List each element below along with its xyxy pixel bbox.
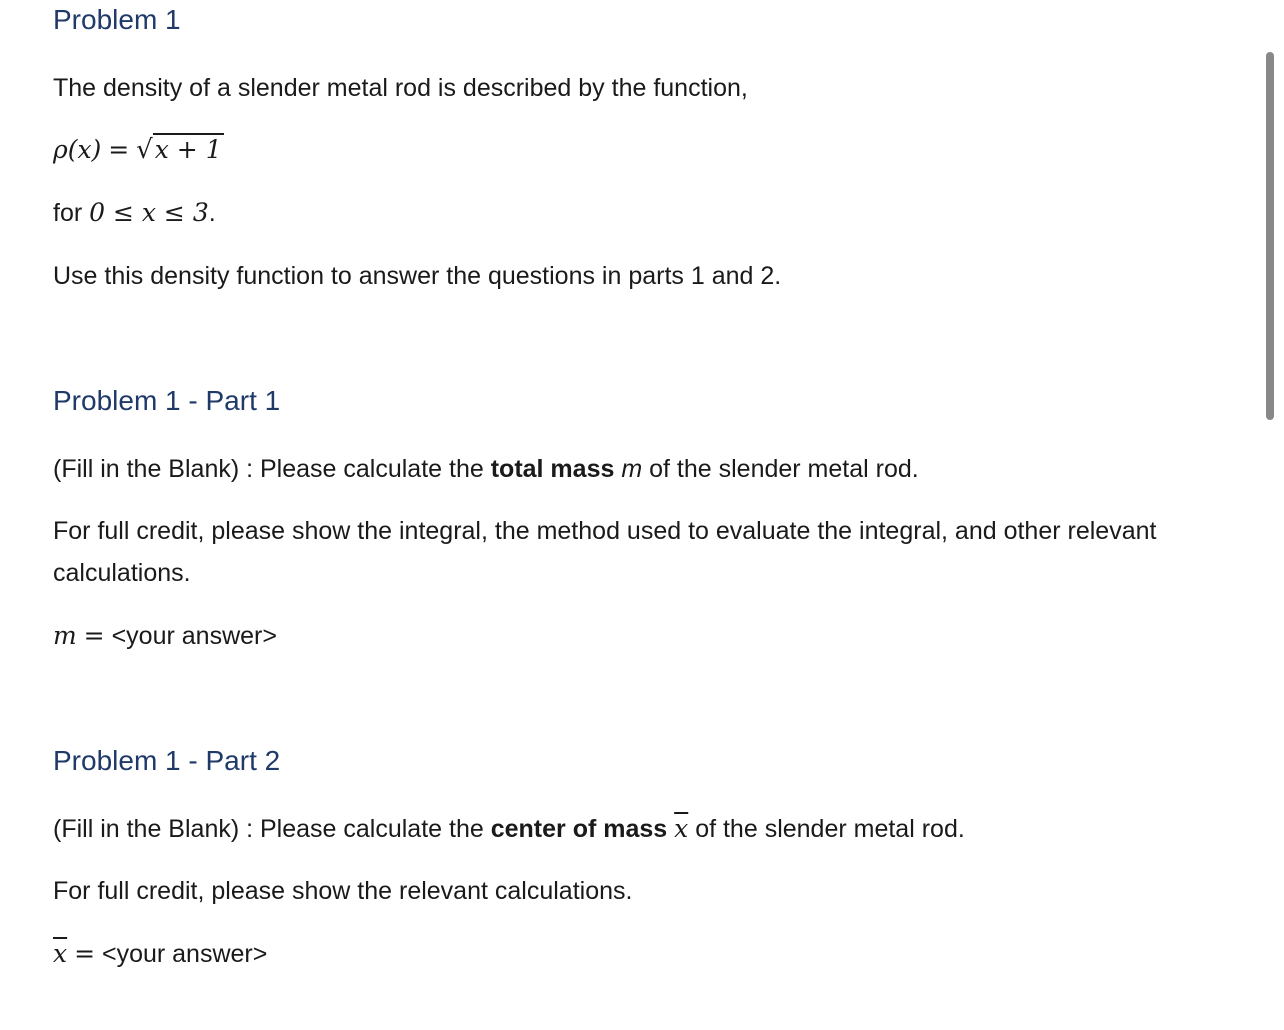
problem-instruction: Use this density function to answer the questions in parts 1 and 2.	[53, 262, 782, 290]
part2-title: Problem 1 - Part 2	[53, 745, 281, 776]
formula-lhs: ρ(x)	[53, 135, 102, 164]
part1-title: Problem 1 - Part 1	[53, 385, 281, 416]
part2-answer-var: $\overline{x}$	[53, 939, 68, 968]
part1-prompt-var: m	[621, 455, 643, 483]
sqrt-symbol: √	[136, 135, 153, 165]
part1-prompt	[53, 448, 919, 490]
part2-answer-placeholder: <your answer>	[101, 940, 268, 968]
part2-answer-equals: =	[74, 939, 96, 968]
domain-prefix: for	[53, 199, 83, 227]
problem-title: Problem 1	[53, 4, 181, 35]
part1-answer-var: m	[53, 621, 77, 650]
formula-radicand: x + 1	[154, 135, 222, 164]
part1-prompt-prefix: (Fill in the Blank) : Please calculate the	[53, 455, 491, 483]
part1-prompt-bold: total mass	[490, 455, 615, 483]
vertical-scrollbar[interactable]	[1266, 52, 1274, 420]
part2-prompt-bold: center of mass	[490, 815, 668, 843]
density-formula	[53, 129, 224, 171]
part2-prompt	[53, 808, 965, 850]
formula-equals: =	[108, 135, 130, 164]
domain-statement	[53, 192, 216, 234]
part2-prompt-var: $\overline{x}$	[674, 814, 689, 843]
part2-credit: For full credit, please show the relevant calculations.	[53, 877, 633, 905]
part2-prompt-prefix: (Fill in the Blank) : Please calculate the	[53, 815, 491, 843]
part1-prompt-suffix: of the slender metal rod.	[642, 455, 919, 483]
part1-answer	[53, 615, 277, 657]
part2-answer	[53, 933, 267, 975]
domain-expr: 0 ≤ x ≤ 3	[89, 198, 209, 227]
part1-answer-placeholder: <your answer>	[111, 622, 277, 650]
part2-prompt-suffix: of the slender metal rod.	[688, 815, 965, 843]
domain-suffix: .	[208, 199, 216, 227]
part1-credit: For full credit, please show the integral, the method used to evaluate the integral, and other relevant calculations.	[53, 517, 1157, 587]
part1-answer-equals: =	[83, 621, 105, 650]
problem-intro: The density of a slender metal rod is described by the function,	[53, 74, 748, 102]
